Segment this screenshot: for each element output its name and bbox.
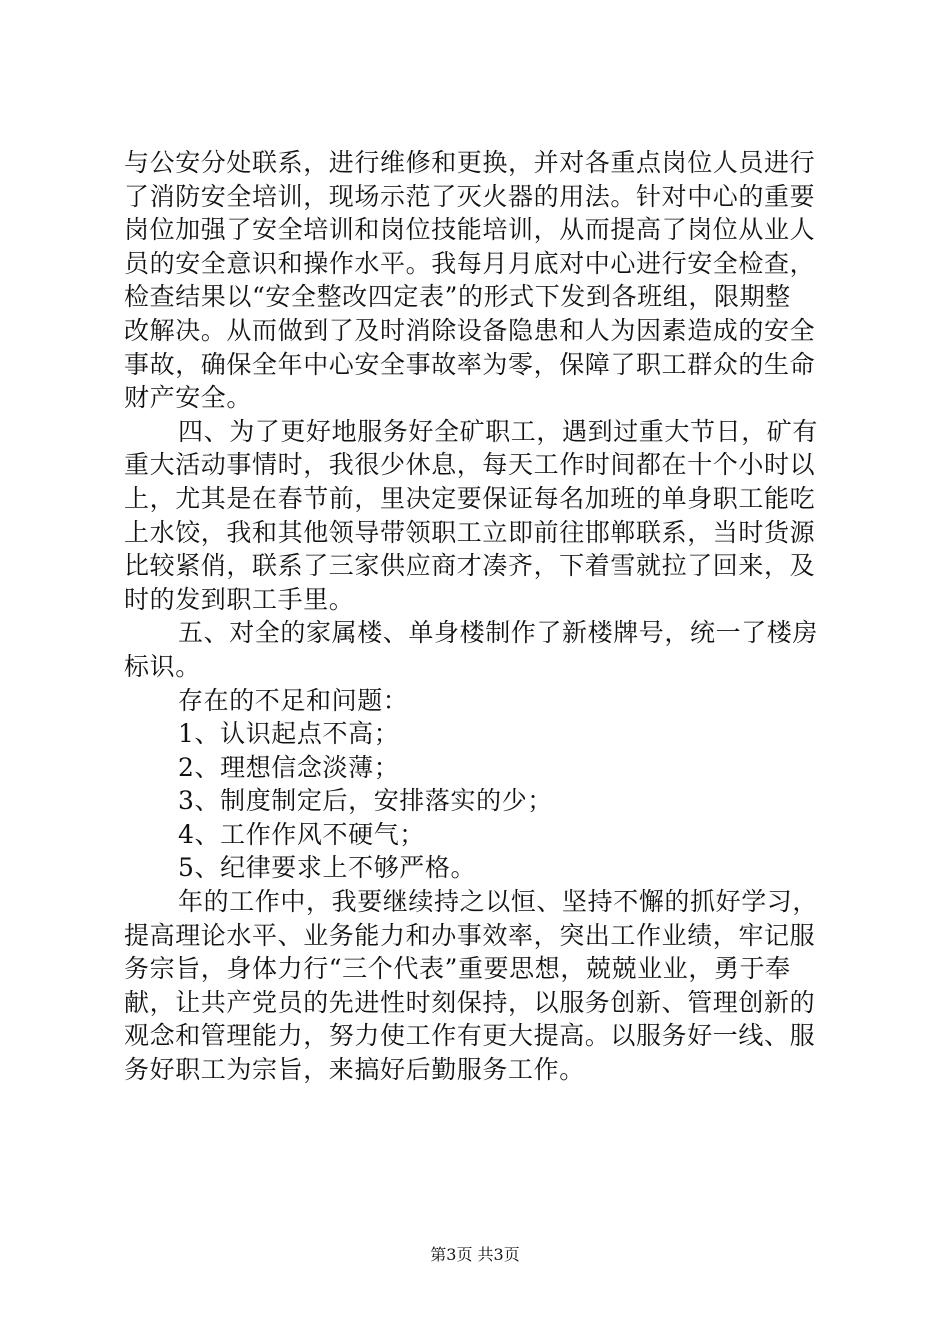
text-line: 2、理想信念淡薄； [178, 752, 400, 782]
text-line: 比较紧俏，联系了三家供应商才凑齐，下着雪就拉了回来，及 [124, 551, 816, 581]
text-line: 4、工作作风不硬气； [178, 819, 425, 849]
text-line: 1、认识起点不高； [178, 719, 400, 749]
text-line: 事故，确保全年中心安全事故率为零，保障了职工群众的生命 [124, 349, 816, 379]
text-line: 上水饺，我和其他领导带领职工立即前往邯郸联系，当时货源 [124, 517, 816, 547]
text-line: 重大活动事情时，我很少休息，每天工作时间都在十个小时以 [124, 450, 816, 480]
text-line: 岗位加强了安全培训和岗位技能培训，从而提高了岗位从业人 [124, 215, 816, 245]
text-line: 员的安全意识和操作水平。我每月月底对中心进行安全检查， [124, 248, 816, 278]
text-line: 财产安全。 [124, 383, 253, 413]
text-line: 了消防安全培训，现场示范了灭火器的用法。针对中心的重要 [124, 181, 816, 211]
text-line: 5、纪律要求上不够严格。 [178, 853, 477, 883]
text-line: 改解决。从而做到了及时消除设备隐患和人为因素造成的安全 [124, 315, 816, 345]
text-line: 观念和管理能力，努力使工作有更大提高。以服务好一线、服 [124, 1021, 816, 1051]
text-line: 存在的不足和问题： [178, 685, 409, 715]
text-line: 标识。 [124, 651, 201, 681]
document-body [124, 146, 834, 1087]
text-line: 五、对全的家属楼、单身楼制作了新楼牌号，统一了楼房 [178, 618, 819, 648]
text-line: 与公安分处联系，进行维修和更换，并对各重点岗位人员进行 [124, 148, 816, 177]
page-footer: 第3页 共3页 [430, 1245, 520, 1264]
text-line: 务好职工为宗旨，来搞好后勤服务工作。 [124, 1055, 585, 1085]
text-line: 检查结果以“安全整改四定表”的形式下发到各班组，限期整 [124, 282, 791, 312]
text-line: 提高理论水平、业务能力和办事效率，突出工作业绩，牢记服 [124, 920, 816, 950]
text-line: 年的工作中，我要继续持之以恒、坚持不懈的抓好学习， [178, 887, 819, 917]
text-line: 务宗旨，身体力行“三个代表”重要思想，兢兢业业，勇于奉 [124, 954, 791, 984]
text-line: 3、制度制定后，安排落实的少； [178, 786, 553, 816]
text-line: 四、为了更好地服务好全矿职工，遇到过重大节日，矿有 [178, 416, 819, 446]
text-line: 上，尤其是在春节前，里决定要保证每名加班的单身职工能吃 [124, 483, 816, 513]
text-line: 时的发到职工手里。 [124, 584, 355, 614]
text-line: 献，让共产党员的先进性时刻保持，以服务创新、管理创新的 [124, 987, 816, 1017]
